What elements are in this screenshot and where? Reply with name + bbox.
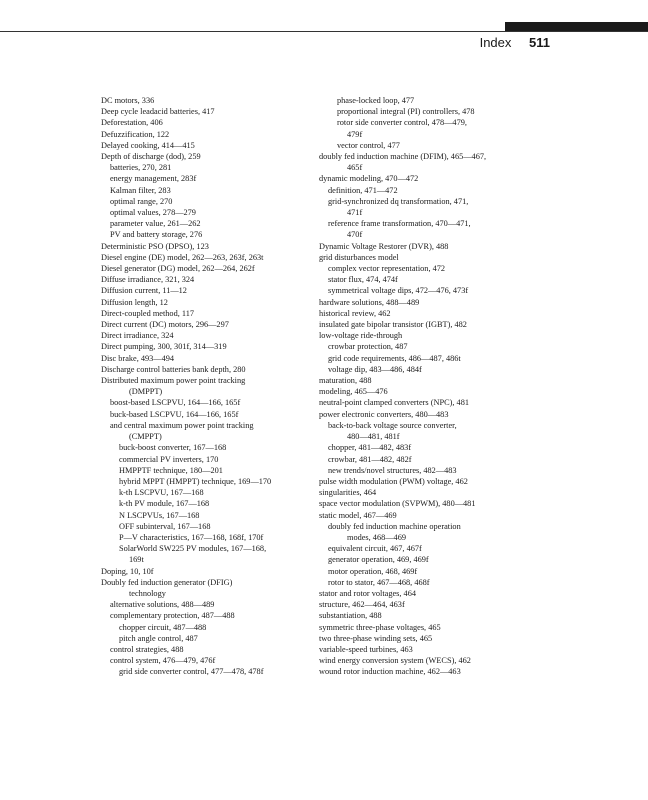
index-entry: Diesel generator (DG) model, 262—264, 262f [101, 264, 255, 274]
index-entry: stator and rotor voltages, 464 [319, 588, 417, 598]
index-entry: Diffuse irradiance, 321, 324 [101, 275, 195, 285]
index-entry: pulse width modulation (PWM) voltage, 462 [319, 476, 468, 486]
index-entry: Delayed cooking, 414—415 [101, 140, 195, 150]
index-entry: boost-based LSCPVU, 164—166, 165f [110, 398, 241, 408]
index-entry: Diffusion length, 12 [101, 297, 168, 307]
index-entry: reference frame transformation, 470—471, [328, 219, 471, 229]
index-entry: Doping, 10, 10f [101, 566, 154, 576]
index-entry: static model, 467—469 [319, 510, 397, 520]
index-entry: Distributed maximum power point tracking [101, 376, 246, 386]
index-entry: motor operation, 468, 469f [328, 566, 418, 576]
index-entry: 479f [347, 129, 363, 139]
index-entry: phase-locked loop, 477 [337, 96, 415, 105]
index-entry: hybrid MPPT (HMPPT) technique, 169—170 [119, 476, 272, 486]
index-entry: two three-phase winding sets, 465 [319, 633, 433, 643]
index-column-right [319, 95, 519, 678]
index-entry: power electronic converters, 480—483 [319, 409, 449, 419]
index-entry: voltage dip, 483—486, 484f [328, 364, 422, 374]
index-entry: control system, 476—479, 476f [110, 656, 216, 666]
index-entry: back-to-back voltage source converter, [328, 420, 457, 430]
index-entry: proportional integral (PI) controllers, 478 [337, 107, 475, 117]
index-entry: insulated gate bipolar transistor (IGBT), 482 [319, 320, 467, 330]
index-entry: grid-synchronized dq transformation, 471, [328, 196, 469, 206]
index-entry: P—V characteristics, 167—168, 168f, 170f [119, 532, 264, 542]
index-entry: OFF subinterval, 167—168 [119, 521, 211, 531]
index-label: Index [479, 35, 512, 50]
index-entry: maturation, 488 [319, 376, 372, 386]
index-column-left [101, 95, 301, 678]
index-entry: DC motors, 336 [101, 96, 155, 105]
index-entry: new trends/novel structures, 482—483 [328, 465, 457, 475]
index-entry: neutral-point clamped converters (NPC), 481 [319, 398, 469, 408]
index-entry: Discharge control batteries bank depth, 280 [101, 364, 246, 374]
index-entry: low-voltage ride-through [319, 331, 403, 341]
index-entry: modeling, 465—476 [319, 387, 388, 397]
index-entry: grid code requirements, 486—487, 486t [328, 353, 461, 363]
index-entry: Diffusion current, 11—12 [101, 286, 187, 296]
index-entry: space vector modulation (SVPWM), 480—481 [319, 499, 476, 509]
index-entry: grid disturbances model [319, 252, 399, 262]
index-entry: commercial PV inverters, 170 [119, 454, 219, 464]
index-entry: 169t [129, 555, 144, 565]
index-entry: Deterministic PSO (DPSO), 123 [101, 241, 209, 251]
index-entry: stator flux, 474, 474f [328, 275, 398, 285]
index-entry: chopper circuit, 487—488 [119, 622, 207, 632]
index-entry: SolarWorld SW225 PV modules, 167—168, [119, 544, 267, 554]
index-entry: hardware solutions, 488—489 [319, 297, 420, 307]
index-entry: historical review, 462 [319, 308, 391, 318]
index-entry: complex vector representation, 472 [328, 264, 446, 274]
index-entry: rotor side converter control, 478—479, [337, 118, 467, 128]
index-entry: HMPPTF technique, 180—201 [119, 465, 223, 475]
index-entry: Defuzzification, 122 [101, 129, 170, 139]
index-entry: grid side converter control, 477—478, 478f [119, 667, 264, 677]
index-entry: optimal range, 270 [110, 196, 173, 206]
index-entry: wound rotor induction machine, 462—463 [319, 667, 461, 677]
index-entry: k-th LSCPVU, 167—168 [119, 488, 204, 498]
index-entry: batteries, 270, 281 [110, 163, 172, 173]
header-rule [0, 31, 648, 32]
index-entry: control strategies, 488 [110, 644, 184, 654]
index-entry: variable-speed turbines, 463 [319, 644, 413, 654]
index-entry: crowbar protection, 487 [328, 342, 408, 352]
index-entry: Doubly fed induction generator (DFIG) [101, 577, 233, 587]
index-entry: Deep cycle leadacid batteries, 417 [101, 107, 215, 117]
index-entry: symmetric three-phase voltages, 465 [319, 622, 441, 632]
index-entry: technology [129, 588, 166, 598]
index-entry: energy management, 283f [110, 174, 197, 184]
index-entry: Disc brake, 493—494 [101, 353, 175, 363]
index-entry: Kalman filter, 283 [110, 185, 171, 195]
index-entry: modes, 468—469 [347, 532, 406, 542]
index-entry: 480—481, 481f [347, 432, 400, 442]
index-entry: optimal values, 278—279 [110, 208, 196, 218]
index-entry: Deforestation, 406 [101, 118, 163, 128]
index-entry: complementary protection, 487—488 [110, 611, 235, 621]
index-entry: vector control, 477 [337, 140, 400, 150]
index-entry: (CMPPT) [129, 432, 162, 442]
index-entry: substantiation, 488 [319, 611, 382, 621]
index-entry: wind energy conversion system (WECS), 462 [319, 656, 471, 666]
index-entry: pitch angle control, 487 [119, 633, 198, 643]
index-entry: PV and battery storage, 276 [110, 230, 203, 240]
index-entry: k-th PV module, 167—168 [119, 499, 210, 509]
index-entry: doubly fed induction machine operation [328, 521, 461, 531]
index-entry: Direct irradiance, 324 [101, 331, 174, 341]
index-entry: 465f [347, 163, 363, 173]
header-bar [505, 22, 648, 31]
index-entry: symmetrical voltage dips, 472—476, 473f [328, 286, 469, 296]
running-header [480, 35, 550, 50]
index-entry: Direct-coupled method, 117 [101, 308, 195, 318]
index-entry: structure, 462—464, 463f [319, 600, 405, 610]
index-entry: buck-boost converter, 167—168 [119, 443, 227, 453]
index-entry: doubly fed induction machine (DFIM), 465—467, [319, 152, 487, 162]
page-number: 511 [529, 35, 550, 50]
index-entry: equivalent circuit, 467, 467f [328, 544, 422, 554]
index-entry: N LSCPVUs, 167—168 [119, 510, 200, 520]
index-entry: singularities, 464 [319, 488, 377, 498]
index-entry: parameter value, 261—262 [110, 219, 201, 229]
index-entry: rotor to stator, 467—468, 468f [328, 577, 430, 587]
index-entry: 470f [347, 230, 363, 240]
index-entry: buck-based LSCPVU, 164—166, 165f [110, 409, 239, 419]
index-entry: and central maximum power point tracking [110, 420, 254, 430]
index-entry: Diesel engine (DE) model, 262—263, 263f, 263t [101, 252, 264, 262]
index-entry: Direct current (DC) motors, 296—297 [101, 320, 229, 330]
index-entry: chopper, 481—482, 483f [328, 443, 412, 453]
index-entry: Dynamic Voltage Restorer (DVR), 488 [319, 241, 449, 251]
index-entry: generator operation, 469, 469f [328, 555, 429, 565]
index-entry: Direct pumping, 300, 301f, 314—319 [101, 342, 227, 352]
index-entry: Depth of discharge (dod), 259 [101, 152, 201, 162]
index-entry: 471f [347, 208, 363, 218]
index-entry: (DMPPT) [129, 387, 163, 397]
index-entry: dynamic modeling, 470—472 [319, 174, 419, 184]
index-entry: alternative solutions, 488—489 [110, 600, 215, 610]
index-entry: crowbar, 481—482, 482f [328, 454, 412, 464]
index-entry: definition, 471—472 [328, 185, 398, 195]
